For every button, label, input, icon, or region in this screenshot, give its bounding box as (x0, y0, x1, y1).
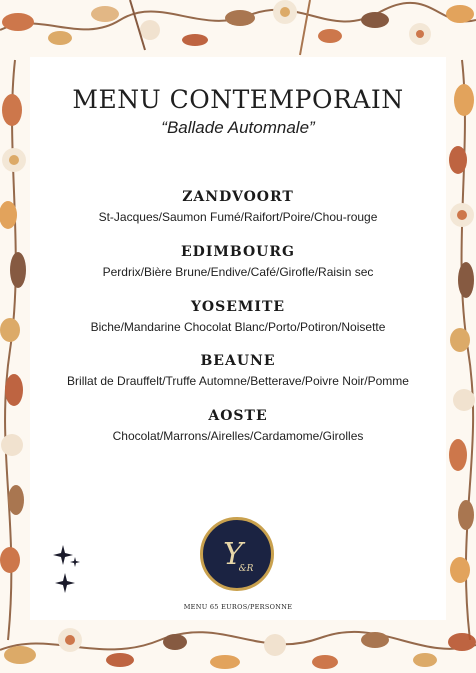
course-item (30, 407, 446, 443)
sparkle-icon (53, 545, 83, 595)
course-name: ZANDVOORT (182, 189, 294, 205)
course-name: YOSEMITE (190, 299, 286, 315)
course-item (30, 352, 446, 388)
course-item (30, 188, 446, 224)
menu-title: MENU CONTEMPORAIN (72, 85, 404, 114)
menu-card (30, 57, 446, 620)
course-description: Brillat de Drauffelt/Truffe Automne/Betterave/Poivre Noir/Pomme (67, 374, 409, 388)
course-description: St-Jacques/Saumon Fumé/Raifort/Poire/Chou-rouge (98, 210, 378, 224)
course-description: Perdrix/Bière Brune/Endive/Café/Girofle/Raisin sec (102, 265, 374, 279)
course-item (30, 298, 446, 334)
course-item (30, 243, 446, 279)
logo-monogram: Y (223, 537, 243, 572)
price-text: MENU 65 EUROS/PERSONNE (183, 603, 293, 611)
course-description: Biche/Mandarine Chocolat Blanc/Porto/Potiron/Noisette (90, 320, 386, 334)
course-description: Chocolat/Marrons/Airelles/Cardamome/Girolles (112, 429, 364, 443)
menu-subtitle: “Ballade Automnale” (161, 118, 315, 137)
monogram-logo (200, 517, 274, 591)
logo-sub-monogram: &R (238, 564, 254, 574)
course-name: AOSTE (208, 408, 268, 424)
course-name: BEAUNE (200, 353, 276, 369)
course-name: EDIMBOURG (181, 244, 295, 260)
